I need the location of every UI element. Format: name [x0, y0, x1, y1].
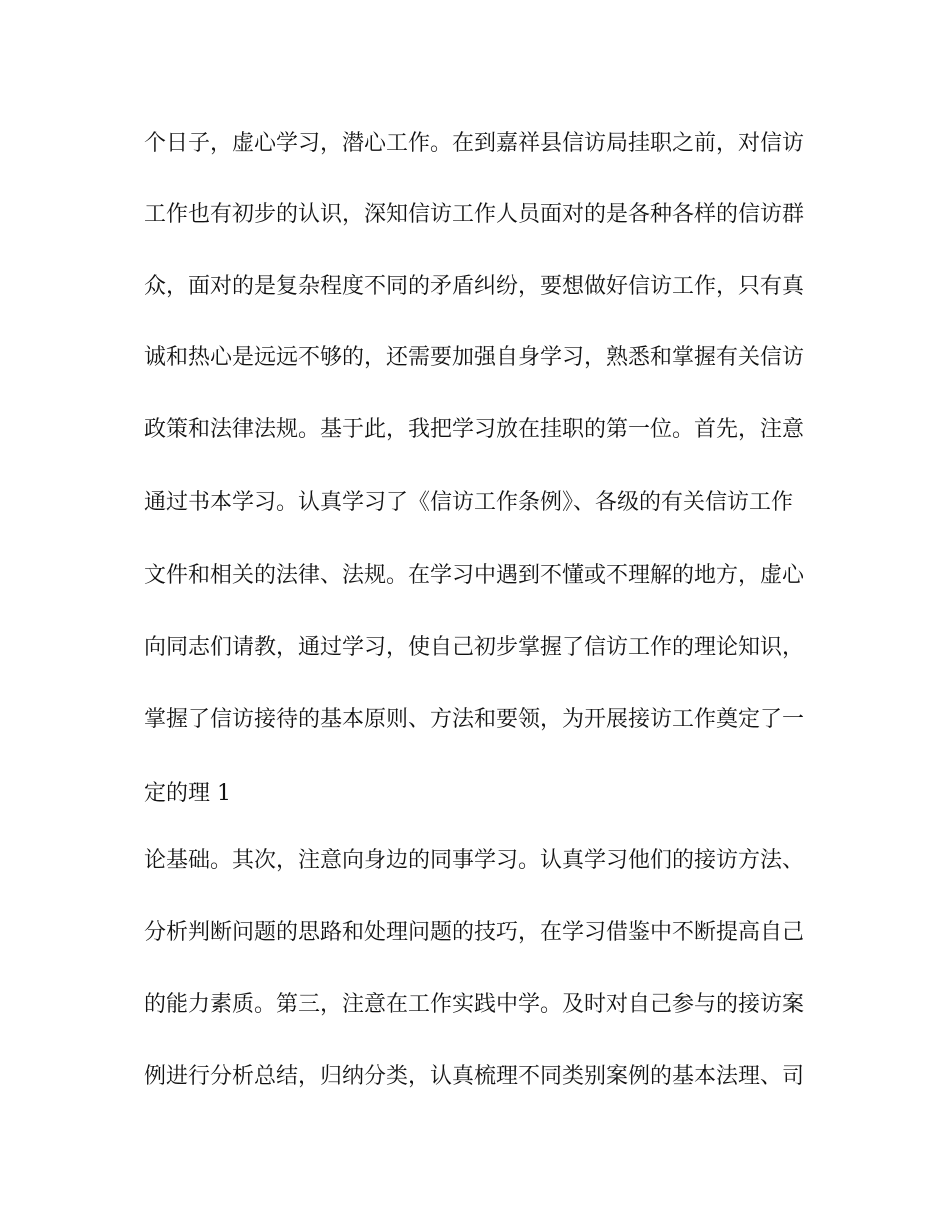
- text-line: 文件和相关的法律、法规。在学习中遇到不懂或不理解的地方，虚心: [144, 563, 805, 588]
- text-line: 个日子，虚心学习，潜心工作。在到嘉祥县信访局挂职之前，对信访: [144, 131, 805, 156]
- text-line: 向同志们请教，通过学习，使自己初步掌握了信访工作的理论知识，: [144, 635, 805, 660]
- text-line: 分析判断问题的思路和处理问题的技巧，在学习借鉴中不断提高自己: [144, 920, 805, 945]
- text-line: 工作也有初步的认识，深知信访工作人员面对的是各种各样的信访群: [144, 202, 805, 227]
- text-line: 诚和热心是远远不够的，还需要加强自身学习，熟悉和掌握有关信访: [144, 345, 805, 370]
- text-line: 论基础。其次，注意向身边的同事学习。认真学习他们的接访方法、: [144, 848, 805, 873]
- text-line: 掌握了信访接待的基本原则、方法和要领，为开展接访工作奠定了一: [144, 707, 805, 732]
- text-line: 通过书本学习。认真学习了《信访工作条例》、各级的有关信访工作: [144, 490, 794, 515]
- text-line: 众，面对的是复杂程度不同的矛盾纠纷，要想做好信访工作，只有真: [144, 274, 805, 299]
- text-line: 政策和法律法规。基于此，我把学习放在挂职的第一位。首先，注意: [144, 417, 805, 442]
- text-line: 的能力素质。第三，注意在工作实践中学。及时对自己参与的接访案: [144, 992, 805, 1017]
- text-line: 例进行分析总结，归纳分类，认真梳理不同类别案例的基本法理、司: [144, 1064, 805, 1089]
- text-line-page-end: 定的理 1: [144, 781, 231, 806]
